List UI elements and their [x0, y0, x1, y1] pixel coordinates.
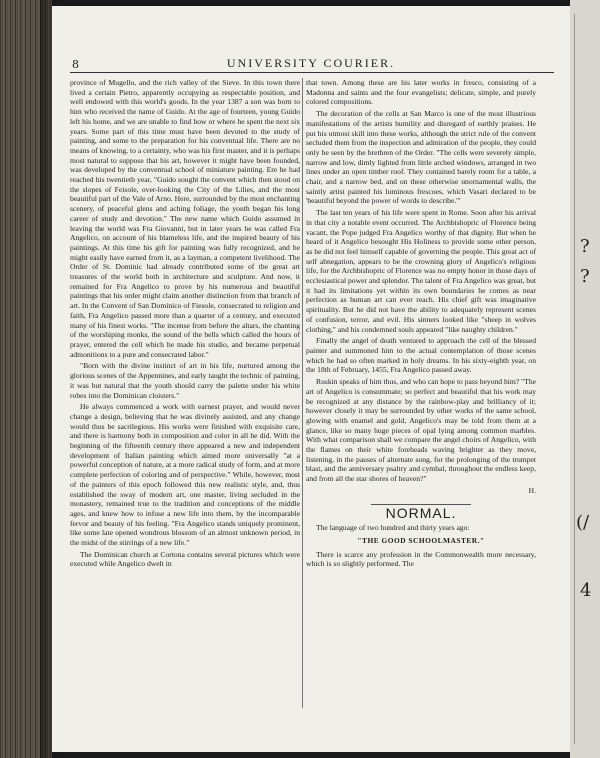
right-paragraph-2: The decoration of the cells at San Marco is one of the most illustrious manifestations of the artists humility and disregard of earthly praises. He put his utmost skill into these works, although the strict rule of the convent secluded them from the inspection and admiration of the people, they could only be seen by the brethren of the Order. "The cells were severely simple, narrow and low, dimly lighted from little arched windows, arranged in two lines under an open timber roof. They contained barely room for a table, a chair, and a narrow bed, and on these otherwise unornamental walls, the saintly artist painted his luminous frescoes, which Vasari declared to be 'beautiful beyond the power of words to describe.'": [306, 109, 536, 206]
left-column: [70, 78, 300, 571]
margin-mark-d: 4: [580, 580, 592, 601]
right-paragraph-1: that town. Among these are his later works in fresco, consisting of a Madonna and saints and the four evangelists; delicate, simple, and purely colored compositions.: [306, 78, 536, 107]
article-signature: H.: [528, 485, 536, 495]
masthead-title: UNIVERSITY COURIER.: [226, 56, 396, 70]
column-divider: [302, 78, 303, 708]
left-paragraph-4: The Dominican church at Cortona contains several pictures which were executed while Angelico dwelt in: [70, 549, 300, 569]
header-rule: [70, 72, 554, 73]
section-intro: The language of two hundred and thirty years ago:: [316, 523, 470, 533]
section-subtitle: "THE GOOD SCHOOLMASTER.": [357, 535, 485, 545]
right-paragraph-5: Ruskin speaks of him thus, and who can hope to pass beyond him? "The art of Angelico is consummate; so perfect and beautiful that his work may be recognized at any distance by the rainbow-play and brilliancy of it; however closely it may be surrounded by other works of the same school, glowing with enamel and gold, Angelico's may be told from them at a glance, like so many huge pieces of opal lying among common marbles. With what comparison shall we compare the angel choirs of Angelico, with the flames on their white foreheads waving brighter as they move, listening, in the pauses of alternate song, for the prolonging of the trumpet blast, and the anniversary psaltry and cymbal, throughout the endless keep, and from all the star shores of heaven?": [306, 377, 536, 484]
page-number: 8: [72, 58, 79, 71]
next-page-edge: [570, 0, 600, 758]
edge-rule: [574, 14, 575, 744]
margin-mark-b: ?: [580, 266, 590, 287]
newspaper-page: [52, 6, 570, 752]
margin-mark-a: ?: [580, 236, 590, 257]
section-paragraph: There is scarce any profession in the Commonwealth more necessary, which is so slightly performed. The: [306, 549, 536, 569]
left-paragraph-3: He always commenced a work with earnest prayer, and would never change a design, believing that he was divinely assisted, and any change would thus be sacrilegious. His works were finished with exquisite care, and there is harmony both in composition and color in all he did. With the beginning of the fifteenth century there appeared a new and independent development of Italian painting which aimed more universally "at a powerful conception of nature, at a more radical study of form, and at more complete perfection of coloring and of perspective." While, however, most of the painters of this epoch followed this new realistic style, and, thus established the sway of modern art, one master, living secluded in the monastery, remained true to the tradition and conceptions of the middle ages, and knew how to infuse a new life into them, by the incomparable fervor and beauty of his feeling. "Fra Angelico stands uniquely prominent, like some late opened wondrous blossom of an almost unknown period, in the midst of the stirrings of a new life.": [70, 402, 300, 548]
margin-mark-c: (/: [576, 512, 590, 533]
right-column: [306, 78, 536, 571]
right-paragraph-4: Finally the angel of death ventured to approach the cell of the blessed painter and summoned him to the actual contemplation of those scenes which he had so often marked in holy dreams. In his sixty-eighth year, on the 18th of February, 1455, Fra Angelico passed away.: [306, 336, 536, 375]
right-paragraph-3: The last ten years of his life were spent in Rome. Soon after his arrival in that city a notable event occurred. The Archbishopric of Florence being vacant, the Pope judged Fra Angelico worthy of that dignity. But when he heard of it Angelico besought His Holiness to provide some other person, as he did not feel himself capable of governing the people. This great act of self abnegation, appears to be the crowning glory of Angelico's religious life, for the Archbishopric of Florence was no empty honor in those days of ecclesiastical power and splendor. The talent of Fra Angelico was great, but it had its limitations yet within its own boundaries he comes as near perfection as human art can ever reach. His chief gift was imaginative spirituality. But he did not have the ability to adequately represent scenes of confusion, terror, and evil. His sinners looked like "sheep in wolves clothing," and his condemned souls appeared "like naughty children.": [306, 208, 536, 334]
left-paragraph-2: "Born with the divine instinct of art in his life, nurtured among the glorious scenes of the Appennines, and early taught the technic of painting, it was but natural that the youth should carry the palette under his white robes into the Dominican cloisters.": [70, 361, 300, 400]
section-title: NORMAL.: [385, 504, 457, 521]
left-paragraph-1: province of Mugello, and the rich valley of the Sieve. In this town there lived a certain Pietro, apparently occupying as respectable position, and well endowed with this world's goods. In the year 1387 a son was born to him who received the name of Guido. At the age of fourteen, young Guido left his home, and we are unable to find how or where he spent the next six years. Some part of this time must have been devoted to the study of painting, and some to the preparation for his conventual life. There are no means of knowing, to a certainty, who was his first master, and it is perhaps most natural to suppose that his art, however it might have been founded, was developed by the conventual school of miniature painting. Ere he had reached his twentieth year, "Guido sought the convent which then stood on the slopes of Feisole, over-looking the City of the Lilies, and the most beautiful part of the Vale of Arno. Here, surrounded by the most enchanting scenery, of peaceful glens and aching foliage, the youth began his long career of study and devotion." The new name which Guido assumed in leaving the world was Fra Giovanni, but in later years he was called Fra Angelico, on account of his blameless life, and the inspired beauty of his paintings. At this time his gift for painting was fully recognized, and he might easily have earned from it, as a layman, a competent livelihood. The Order of St. Dominic had already contributed some of the great art treasures of the world both in architecture and sculpture. And now, it remained for Fra Angelico to prove by his numerous and beautiful paintings that his order might claim another distinction from that branch of art. In the Convent of San Dominico of Fiesole, consecrated to religion and faith, Fra Angelico passed more than a quarter of a century, and executed many of his finest works. "The incense from before the altars, the chanting of the worshiping monks, the sound of the bells which called the hours of prayer, entered the cell which he made his studio, and became perpetual admonitions to a pure and consecrated labor.": [70, 78, 300, 359]
